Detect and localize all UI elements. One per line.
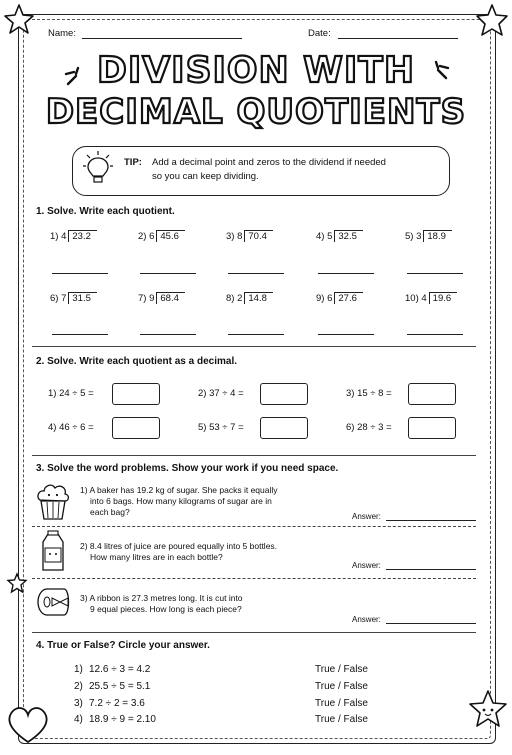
answer-box[interactable] bbox=[260, 417, 308, 439]
answer-line[interactable] bbox=[228, 334, 284, 335]
answer-label: Answer: bbox=[352, 615, 381, 624]
name-label: Name: bbox=[48, 28, 76, 39]
division-expression: 4) 46 ÷ 6 = bbox=[48, 422, 94, 433]
answer-box[interactable] bbox=[260, 383, 308, 405]
date-label: Date: bbox=[308, 28, 331, 39]
dividend: 32.5 bbox=[334, 230, 363, 242]
tip-label: TIP: bbox=[124, 157, 142, 168]
answer-line[interactable] bbox=[52, 334, 108, 335]
division-expression: 1) 24 ÷ 5 = bbox=[48, 388, 94, 399]
heart-icon bbox=[4, 700, 52, 746]
division-problem bbox=[316, 292, 363, 304]
star-icon bbox=[2, 2, 36, 36]
problem-text: 1) A baker has 19.2 kg of sugar. She packs it equally bbox=[80, 485, 278, 495]
section1-title: 1. Solve. Write each quotient. bbox=[36, 206, 175, 217]
dividend: 19.6 bbox=[429, 292, 458, 304]
statement-equation: 7.2 ÷ 2 = 3.6 bbox=[89, 698, 145, 709]
divisor: 7 bbox=[61, 293, 67, 304]
divisor: 6 bbox=[327, 293, 333, 304]
divisor: 3 bbox=[416, 231, 422, 242]
dividend: 14.8 bbox=[244, 292, 273, 304]
division-expression: 6) 28 ÷ 3 = bbox=[346, 422, 392, 433]
statement-number: 3) bbox=[74, 698, 83, 709]
section3-title: 3. Solve the word problems. Show your work if you need space. bbox=[36, 463, 339, 474]
problem-number: 3) bbox=[226, 231, 235, 242]
cupcake-icon bbox=[34, 480, 72, 522]
section2-title: 2. Solve. Write each quotient as a decimal. bbox=[36, 356, 237, 367]
problem-text: 2) 8.4 litres of juice are poured equally into 5 bottles. bbox=[80, 541, 278, 551]
problem-text: each bag? bbox=[90, 507, 130, 517]
page-title-line1: DIVISION WITH bbox=[97, 50, 415, 91]
answer-field[interactable] bbox=[386, 569, 476, 570]
true-false-choice[interactable]: True / False bbox=[315, 681, 368, 692]
problem-number: 4) bbox=[316, 231, 325, 242]
answer-box[interactable] bbox=[112, 383, 160, 405]
divisor: 4 bbox=[421, 293, 427, 304]
true-false-choice[interactable]: True / False bbox=[315, 714, 368, 725]
word-problem-2 bbox=[80, 541, 277, 563]
statement-equation: 25.5 ÷ 5 = 5.1 bbox=[89, 681, 151, 692]
problem-number: 8) bbox=[226, 293, 235, 304]
answer-line[interactable] bbox=[140, 334, 196, 335]
division-expression: 2) 37 ÷ 4 = bbox=[198, 388, 244, 399]
divisor: 8 bbox=[237, 231, 243, 242]
answer-line[interactable] bbox=[407, 273, 463, 274]
statement-number: 2) bbox=[74, 681, 83, 692]
problem-number: 5) bbox=[405, 231, 414, 242]
division-problem bbox=[50, 292, 97, 304]
divisor: 5 bbox=[327, 231, 333, 242]
true-false-choice[interactable]: True / False bbox=[315, 698, 368, 709]
answer-box[interactable] bbox=[408, 417, 456, 439]
answer-field[interactable] bbox=[386, 520, 476, 521]
answer-box[interactable] bbox=[408, 383, 456, 405]
division-problem bbox=[226, 230, 273, 242]
section-divider bbox=[32, 455, 476, 456]
answer-line[interactable] bbox=[52, 273, 108, 274]
section4-title: 4. True or False? Circle your answer. bbox=[36, 640, 210, 651]
division-problem bbox=[405, 292, 457, 304]
problem-text: 3) A ribbon is 27.3 metres long. It is cut into bbox=[80, 593, 243, 603]
answer-line[interactable] bbox=[318, 334, 374, 335]
division-problem bbox=[316, 230, 363, 242]
section-divider bbox=[32, 632, 476, 633]
answer-box[interactable] bbox=[112, 417, 160, 439]
section-divider bbox=[32, 346, 476, 347]
ribbon-roll-icon bbox=[34, 584, 74, 620]
star-icon bbox=[6, 572, 28, 594]
lightbulb-icon bbox=[82, 150, 114, 190]
juice-bottle-icon bbox=[38, 530, 68, 574]
answer-line[interactable] bbox=[140, 273, 196, 274]
answer-label: Answer: bbox=[352, 512, 381, 521]
true-false-choice[interactable]: True / False bbox=[315, 664, 368, 675]
word-problem-3 bbox=[80, 593, 243, 615]
problem-number: 6) bbox=[50, 293, 59, 304]
dividend: 31.5 bbox=[68, 292, 97, 304]
page-title-line2: DECIMAL QUOTIENTS bbox=[45, 92, 467, 132]
dividend: 18.9 bbox=[423, 230, 452, 242]
star-character-icon bbox=[468, 688, 508, 732]
dividend: 45.6 bbox=[156, 230, 185, 242]
answer-field[interactable] bbox=[386, 623, 476, 624]
answer-line[interactable] bbox=[407, 334, 463, 335]
section-divider bbox=[32, 578, 476, 579]
dividend: 27.6 bbox=[334, 292, 363, 304]
dividend: 70.4 bbox=[244, 230, 273, 242]
division-expression: 3) 15 ÷ 8 = bbox=[346, 388, 392, 399]
statement-number: 1) bbox=[74, 664, 83, 675]
division-problem bbox=[138, 292, 185, 304]
date-field[interactable] bbox=[338, 38, 458, 39]
section-divider bbox=[32, 526, 476, 527]
answer-line[interactable] bbox=[318, 273, 374, 274]
divisor: 4 bbox=[61, 231, 67, 242]
answer-label: Answer: bbox=[352, 561, 381, 570]
name-field[interactable] bbox=[82, 38, 242, 39]
star-icon bbox=[474, 2, 510, 38]
divisor: 9 bbox=[149, 293, 155, 304]
dividend: 68.4 bbox=[156, 292, 185, 304]
tip-box bbox=[72, 146, 450, 196]
problem-number: 1) bbox=[50, 231, 59, 242]
dividend: 23.2 bbox=[68, 230, 97, 242]
tip-text-line1: Add a decimal point and zeros to the dividend if needed bbox=[152, 157, 386, 168]
division-problem bbox=[50, 230, 97, 242]
problem-text: How many litres are in each bottle? bbox=[90, 552, 223, 562]
divisor: 6 bbox=[149, 231, 155, 242]
division-problem bbox=[226, 292, 273, 304]
division-problem bbox=[405, 230, 452, 242]
problem-number: 10) bbox=[405, 293, 419, 304]
statement-number: 4) bbox=[74, 714, 83, 725]
divisor: 2 bbox=[237, 293, 243, 304]
statement-equation: 12.6 ÷ 3 = 4.2 bbox=[89, 664, 151, 675]
problem-number: 2) bbox=[138, 231, 147, 242]
problem-text: into 6 bags. How many kilograms of sugar are in bbox=[90, 496, 272, 506]
problem-number: 7) bbox=[138, 293, 147, 304]
statement-equation: 18.9 ÷ 9 = 2.10 bbox=[89, 714, 156, 725]
problem-text: 9 equal pieces. How long is each piece? bbox=[90, 604, 242, 614]
answer-line[interactable] bbox=[228, 273, 284, 274]
division-expression: 5) 53 ÷ 7 = bbox=[198, 422, 244, 433]
word-problem-1 bbox=[80, 485, 278, 518]
problem-number: 9) bbox=[316, 293, 325, 304]
tip-text-line2: so you can keep dividing. bbox=[152, 171, 259, 182]
division-problem bbox=[138, 230, 185, 242]
